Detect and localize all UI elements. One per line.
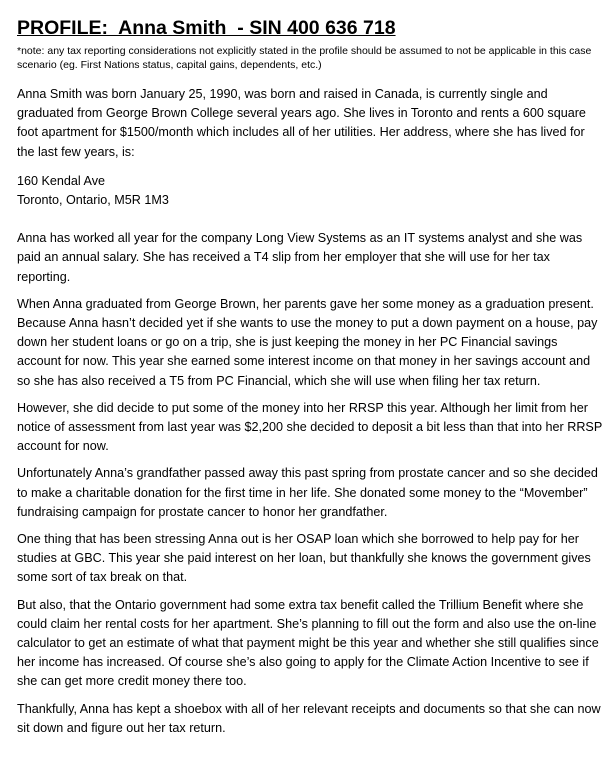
address-block [17, 172, 602, 210]
profile-title: PROFILE: Anna Smith - SIN 400 636 718 [17, 17, 396, 39]
paragraph-trillium: But also, that the Ontario government had some extra tax benefit called the Trillium Benefit where she could claim her rental costs for her apartment. She’s planning to fill out the form and also use the on-line calculator to get an estimate of what that payment might be this year and whether she still qualifies since her income has increased. Of course she’s also going to apply for the Climate Action Incentive to see if she can get more credit money there too. [17, 597, 599, 689]
scenario-note: *note: any tax reporting considerations not explicitly stated in the profile should be assumed to not be applicable in this case scenario (eg. First Nations status, capital gains, dependents, etc.) [17, 45, 592, 71]
paragraph-employment: Anna has worked all year for the company Long View Systems as an IT systems analyst and she was paid an annual salary. She has received a T4 slip from her employer that she will use for her tax reporting. [17, 231, 583, 284]
paragraph-savings: When Anna graduated from George Brown, her parents gave her some money as a graduation present. Because Anna hasn’t decided yet if she wants to use the money to put a down payment on a house, pay down her student loans or go on a trip, she is just keeping the money in her PC Financial savings account for now. This year she earned some interest income on that money in her savings account and so she has also received a T5 from PC Financial, which she will use when filing her tax return. [17, 296, 598, 388]
address-street: 160 Kendal Ave [17, 173, 106, 188]
paragraph-donation: Unfortunately Anna’s grandfather passed away this past spring from prostate cancer and so she decided to make a charitable donation for the first time in her life. She donated some money to the “Movember” fundraising campaign for prostate cancer to honor her grandfather. [17, 466, 598, 519]
document-page [17, 16, 602, 738]
paragraph-osap: One thing that has been stressing Anna out is her OSAP loan which she borrowed to help pay for her studies at GBC. This year she paid interest on her loan, but thankfully she knows the government gives some sort of tax break on that. [17, 532, 591, 585]
address-city: Toronto, Ontario, M5R 1M3 [17, 193, 169, 208]
paragraph-closing: Thankfully, Anna has kept a shoebox with all of her relevant receipts and documents so that she can now sit down and figure out her tax return. [17, 701, 601, 735]
paragraph-rrsp: However, she did decide to put some of the money into her RRSP this year. Although her limit from her notice of assessment from last year was $2,200 she decided to deposit a bit less than that into her RRSP account for now. [17, 400, 603, 454]
paragraph-background: Anna Smith was born January 25, 1990, was born and raised in Canada, is currently single and graduated from George Brown College several years ago. She lives in Toronto and rents a 600 square foot apartment for $1500/month which includes all of her utilities. Her address, where she has lived for the last few years, is: [17, 87, 586, 159]
